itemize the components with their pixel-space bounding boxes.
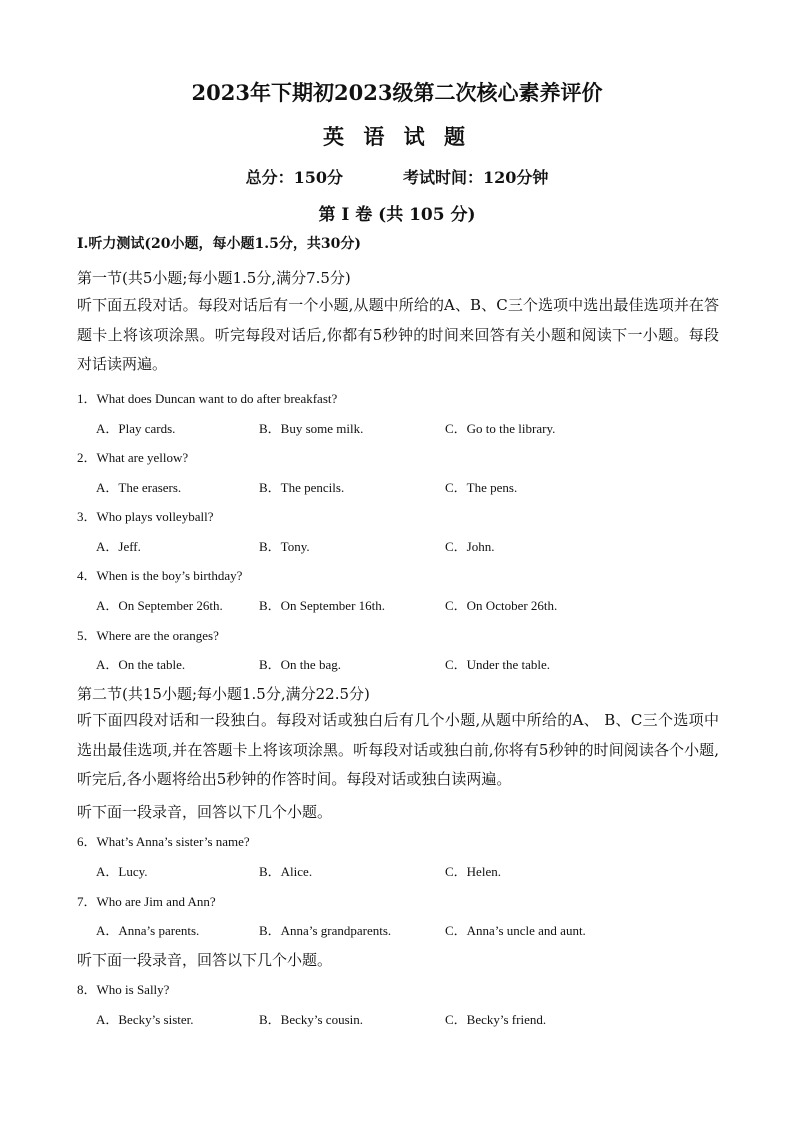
q4-option-b: B．On September 16th. xyxy=(259,598,386,613)
exam-title: 2023年下期初2023级第二次核心素养评价 xyxy=(191,80,603,105)
q7-option-a: A．Anna’s parents. xyxy=(96,923,200,938)
q2-option-c: C．The pens. xyxy=(445,480,518,495)
q4-option-c: C．On October 26th. xyxy=(445,598,558,613)
listen-prompt-a: 听下面一段录音，回答以下几个小题。 xyxy=(77,803,333,821)
question-4: 4．When is the boy’s birthday? xyxy=(77,568,243,583)
section1-heading: 第一节(共5小题;每小题1.5分,满分7.5分) xyxy=(77,269,351,287)
q6-option-b: B．Alice. xyxy=(259,864,313,879)
q7-option-b: B．Anna’s grandparents. xyxy=(259,923,392,938)
q8-option-c: C．Becky’s friend. xyxy=(445,1012,547,1027)
total-score: 总分：150分 xyxy=(245,168,343,187)
q4-option-a: A．On September 26th. xyxy=(96,598,223,613)
subject-title: 英 语 试 题 xyxy=(323,124,471,149)
q2-option-a: A．The erasers. xyxy=(96,480,182,495)
q3-option-b: B．Tony. xyxy=(259,539,310,554)
q5-option-c: C．Under the table. xyxy=(445,657,551,672)
q8-option-a: A．Becky’s sister. xyxy=(96,1012,194,1027)
q8-option-b: B．Becky’s cousin. xyxy=(259,1012,363,1027)
question-1: 1．What does Duncan want to do after breakfast? xyxy=(77,391,338,406)
section1-instructions: 听下面五段对话。每段对话后有一个小题,从题中所给的A、B、C三个选项中选出最佳选项并在答题卡上将该项涂黑。听完每段对话后,你都有5秒钟的时间来回答有关小题和阅读下一小题。每段对话读两遍。 xyxy=(77,296,719,374)
question-6: 6．What’s Anna’s sister’s name? xyxy=(77,834,250,849)
question-3: 3．Who plays volleyball? xyxy=(77,509,214,524)
listen-prompt-b: 听下面一段录音，回答以下几个小题。 xyxy=(77,951,333,969)
listening-heading: I.听力测试(20小题，每小题1.5分，共30分) xyxy=(77,236,361,252)
question-5: 5．Where are the oranges? xyxy=(77,628,219,643)
q1-option-b: B．Buy some milk. xyxy=(259,421,364,436)
q1-option-a: A．Play cards. xyxy=(96,421,176,436)
exam-time: 考试时间：120分钟 xyxy=(403,168,549,187)
q5-option-b: B．On the bag. xyxy=(259,657,341,672)
q7-option-c: C．Anna’s uncle and aunt. xyxy=(445,923,586,938)
q6-option-c: C．Helen. xyxy=(445,864,501,879)
section2-heading: 第二节(共15小题;每小题1.5分,满分22.5分) xyxy=(77,685,370,703)
volume-heading: 第 I 卷 (共 105 分) xyxy=(318,205,476,225)
q3-option-a: A．Jeff. xyxy=(96,539,141,554)
question-8: 8．Who is Sally? xyxy=(77,982,170,997)
q3-option-c: C．John. xyxy=(445,539,495,554)
question-7: 7．Who are Jim and Ann? xyxy=(77,894,216,909)
score-time-line xyxy=(0,165,794,188)
question-2: 2．What are yellow? xyxy=(77,450,189,465)
q2-option-b: B．The pencils. xyxy=(259,480,345,495)
section2-instructions: 听下面四段对话和一段独白。每段对话或独白后有几个小题,从题中所给的A、 B、C三个选项中选出最佳选项,并在答题卡上将该项涂黑。听每段对话或独白前,你将有5秒钟的时间阅读各个小题,听完后,各小题将给出5秒钟的作答时间。每段对话或独白读两遍。 xyxy=(77,711,719,789)
q6-option-a: A．Lucy. xyxy=(96,864,148,879)
q1-option-c: C．Go to the library. xyxy=(445,421,556,436)
q5-option-a: A．On the table. xyxy=(96,657,186,672)
